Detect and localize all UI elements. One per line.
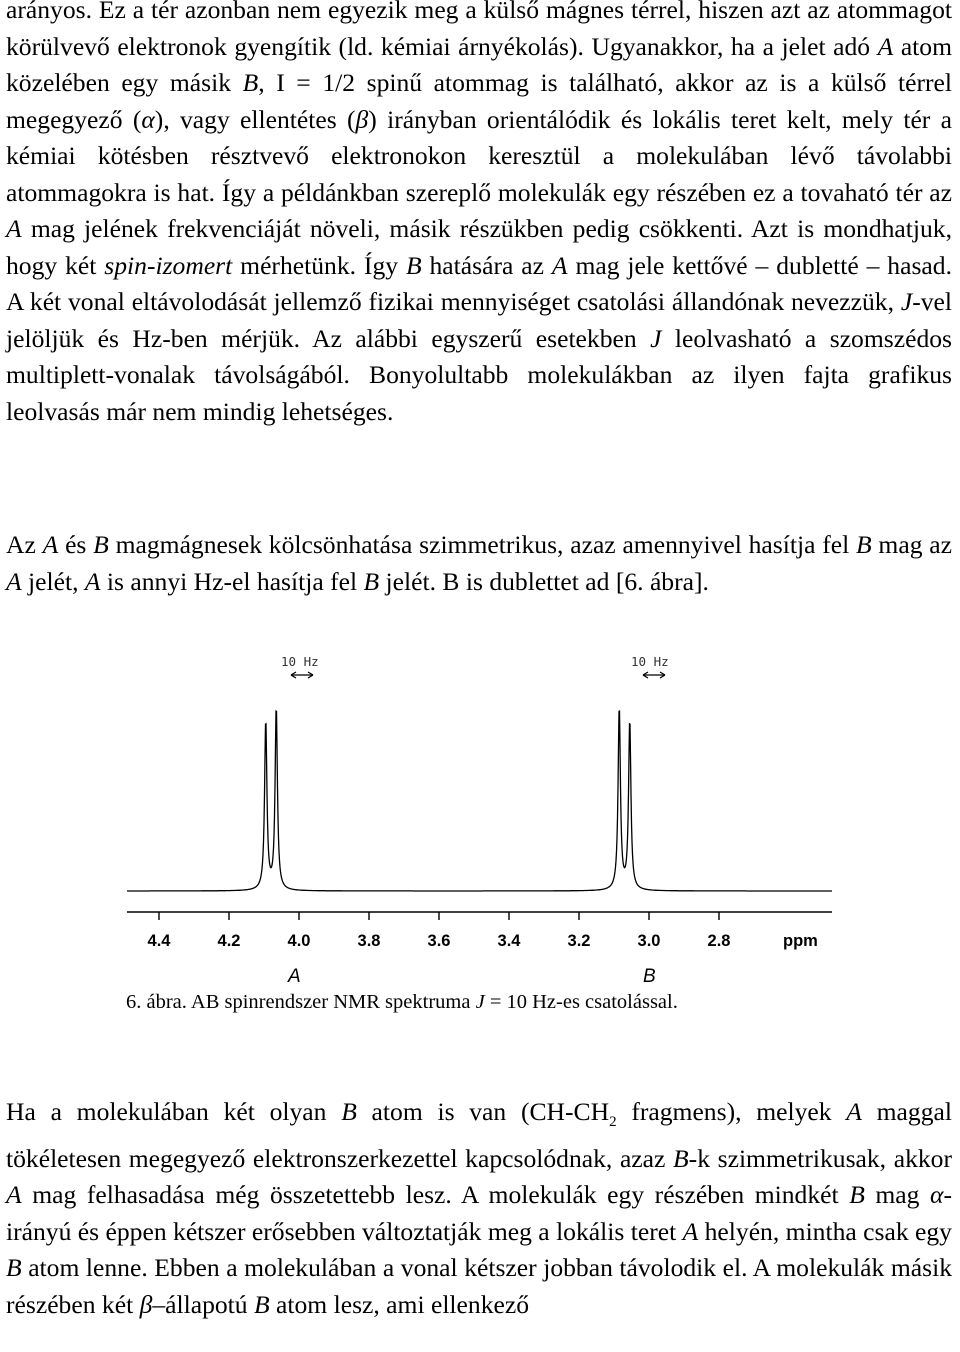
x-tick-label: 2.8 — [707, 932, 731, 950]
peak-b — [618, 708, 620, 710]
paragraph-symmetry: Az A és B magmágnesek kölcsönhatása szimmetrikus, azaz amennyivel hasítja fel B mag az A jelét, A is annyi Hz-el hasítja fel B jelét. B is dublettet ad [6. ábra]. — [6, 530, 952, 596]
peak-a — [265, 721, 267, 723]
x-axis-unit: ppm — [783, 932, 818, 950]
signal-label-b: B — [643, 966, 656, 987]
peak-markers — [265, 708, 631, 723]
peak-b — [629, 721, 631, 723]
x-tick-label: 3.2 — [567, 932, 591, 950]
x-tick-label: 4.0 — [287, 932, 311, 950]
x-tick-label: 3.4 — [497, 932, 521, 950]
x-tick-label: 3.0 — [637, 932, 661, 950]
spectrum-line — [127, 711, 832, 891]
x-axis-ticks — [148, 912, 731, 950]
coupling-marker-a — [281, 654, 319, 678]
nmr-spectrum-figure — [0, 650, 960, 1020]
coupling-label-a: 10 Hz — [281, 654, 319, 669]
coupling-label-b: 10 Hz — [631, 654, 669, 669]
peak-a — [275, 708, 277, 710]
figure-caption: 6. ábra. AB spinrendszer NMR spektruma J = 10 Hz-es csatolással. — [126, 991, 678, 1013]
x-tick-label: 4.4 — [147, 932, 171, 950]
signal-label-a: A — [288, 966, 301, 987]
x-tick-label: 3.6 — [427, 932, 451, 950]
x-tick-label: 4.2 — [217, 932, 241, 950]
paragraph-ch2-fragment: Ha a molekulában két olyan B atom is van ($CH-CH_2$ fragmens), melyek A maggal tökéletesen megegyező elektronszerkezettel kapcsolódnak, azaz B-k szimmetrikusak, akkor A mag felhasadása még összetettebb lesz. A molekulák egy részében mindkét B mag α-irányú és éppen kétszer erősebben változtatják meg a lokális teret A helyén, mintha csak egy B atom lenne. Ebben a molekulában a vonal kétszer jobban távolodik el. A molekulák másik részében két β–állapotú B atom lesz, ami ellenkező — [6, 1097, 952, 1319]
coupling-marker-b — [631, 654, 669, 678]
x-tick-label: 3.8 — [357, 932, 381, 950]
paragraph-intro: arányos. Ez a tér azonban nem egyezik meg a külső mágnes térrel, hiszen azt az atommagot körülvevő elektronok gyengítik (ld. kémiai árnyékolás). Ugyanakkor, ha a jelet adó A atom közelében egy másik B, I = 1/2 spinű atommag is található, akkor az is a külső térrel megegyező (α), vagy ellentétes (β) irányban orientálódik és lokális teret kelt, mely tér a kémiai kötésben résztvevő elektronokon keresztül a molekulában lévő távolabbi atommagokra is hat. Így a példánkban szereplő molekulák egy részében ez a tovaható tér az A mag jelének frekvenciáját növeli, másik részükben pedig csökkenti. Azt is mondhatjuk, hogy két spin-izomert mérhetünk. Így B hatására az A mag jele kettővé – dubletté – hasad. A két vonal eltávolodását jellemző fizikai mennyiséget csatolási állandónak nevezzük, J-vel jelöljük és Hz-ben mérjük. Az alábbi egyszerű esetekben J leolvasható a szomszédos multiplett-vonalak távolságából. Bonyolultabb molekulákban az ilyen fajta grafikus leolvasás már nem mindig lehetséges. — [6, 0, 952, 426]
